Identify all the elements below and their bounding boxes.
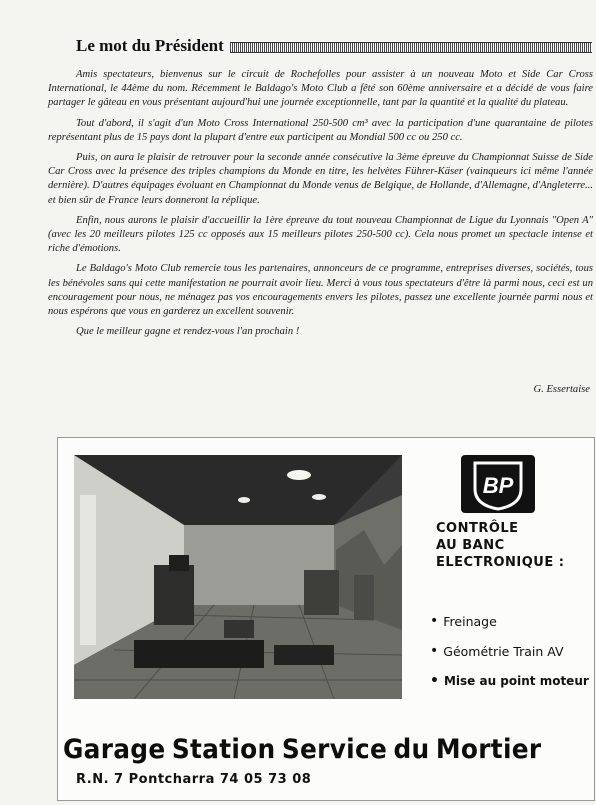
garage-address-phone: R.N. 7 Pontcharra 74 05 73 08: [76, 772, 312, 787]
garage-name-word: Service: [281, 734, 388, 765]
bullet-icon: •: [430, 613, 439, 629]
bullet-icon: •: [430, 643, 439, 659]
service-item: [430, 636, 590, 666]
editorial-closing: Que le meilleur gagne et rendez-vous l'an prochain !: [76, 326, 300, 338]
garage-name-word: Station: [171, 734, 276, 765]
header-rule-decoration: [230, 42, 592, 53]
garage-name: [63, 734, 541, 765]
service-item: [430, 606, 590, 636]
garage-advertisement: [57, 437, 595, 801]
service-label: Freinage: [443, 613, 497, 629]
bullet-icon: •: [430, 673, 439, 689]
ad-heading: [436, 520, 586, 571]
bp-logo-text: BP: [482, 473, 514, 498]
ad-heading-line: ELECTRONIQUE :: [436, 555, 565, 570]
service-label: Mise au point moteur: [443, 674, 589, 688]
garage-name-word: du: [393, 734, 430, 765]
garage-name-word: Garage: [63, 734, 166, 765]
editorial-paragraph: Enfin, nous aurons le plaisir d'accueillir la 1ère épreuve du tout nouveau Championnat de Ligue du Lyonnais "Open A" (avec les 20 meilleurs pilotes 125 cc opposés aux 15 meilleurs pilotes 250-500 cc). Cela nous promet un spectacle intense et riche d'émotions.: [48, 214, 593, 255]
bp-logo: [461, 455, 535, 513]
section-header: [60, 36, 592, 56]
service-item: [430, 666, 590, 696]
editorial-paragraph: Puis, on aura le plaisir de retrouver pour la seconde année consécutive la 3ème épreuve du Championnat Suisse de Side Car Cross avec la présence des triples champions du Monde en titre, les helvètes Führer-Käser (vainqueurs ici même l'année dernière). D'autres équipages évoluant en Championnat du Monde venus de Belgique, de Hollande, d'Allemagne, d'Angleterre... et bien sûr de France leurs donneront la réplique.: [48, 152, 593, 206]
ad-heading-line: AU BANC: [436, 538, 505, 553]
garage-interior-photo: [74, 455, 402, 699]
services-list: [430, 606, 590, 696]
editorial-paragraph: Le Baldago's Moto Club remercie tous les partenaires, annonceurs de ce programme, entreprises diverses, sociétés, tous les bénévoles sans qui cette manifestation ne pourrait avoir lieu. Merci à vous tous spectateurs d'être là parmi nous, ceci est un encouragement pour nous, ne ménagez pas vos encouragements envers les pilotes, passez une excellente journée parmi nous et nous espérons que vous en garderez un excellent souvenir.: [48, 263, 593, 318]
editorial-paragraph: Tout d'abord, il s'agit d'un Moto Cross International 250-500 cm³ avec la participation d'une quarantaine de pilotes représentant plus de 15 pays dont la plupart d'entre eux participent au Mondial 500 cc ou 250 cc.: [48, 117, 593, 143]
editorial-paragraph: Amis spectateurs, bienvenus sur le circuit de Rochefolles pour assister à un nouveau Moto et Side Car Cross International, le 44ème du nom. Récemment le Baldago's Moto Club a fêté son 60ème anniversaire et a décidé de vous faire partager le gâteau en vous présentant aujourd'hui une journée exceptionnelle, tant par la quantité et la qualité du plateau.: [48, 69, 593, 109]
ad-heading-line: CONTRÔLE: [436, 521, 519, 536]
signature: G. Essertaise: [533, 384, 590, 395]
editorial-text: [48, 68, 593, 345]
garage-name-word: Mortier: [435, 734, 542, 765]
service-label: Géométrie Train AV: [443, 643, 564, 659]
page-title: Le mot du Président: [76, 36, 224, 55]
